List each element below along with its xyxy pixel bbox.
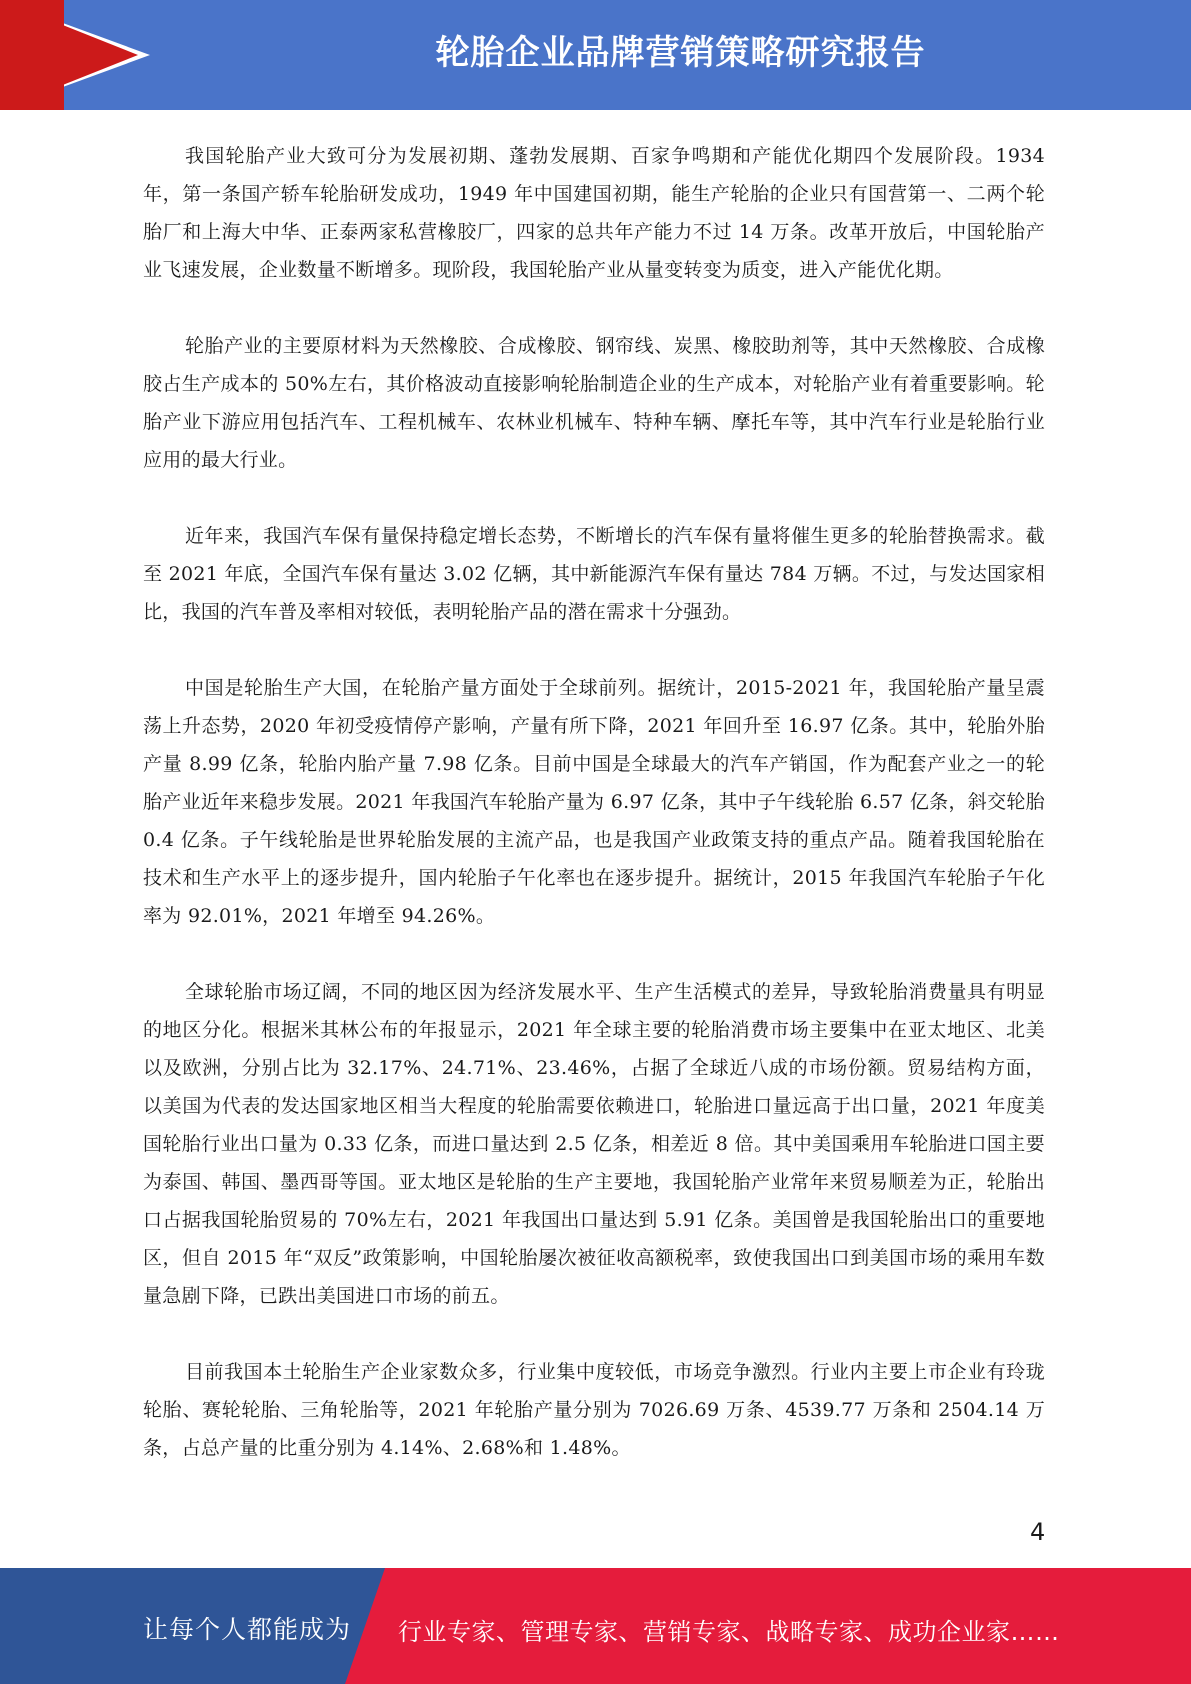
footer-slogan-right: 行业专家、管理专家、营销专家、战略专家、成功企业家…… xyxy=(398,1618,1060,1646)
report-title: 轮胎企业品牌营销策略研究报告 xyxy=(435,33,926,73)
footer-slogan-left: 让每个人都能成为 xyxy=(143,1615,352,1644)
page-number: 4 xyxy=(1030,1518,1046,1546)
report-body xyxy=(143,137,1045,1505)
header-red-block xyxy=(0,0,64,110)
paragraph-development-stages: 我国轮胎产业大致可分为发展初期、蓬勃发展期、百家争鸣期和产能优化期四个发展阶段。1934 年，第一条国产轿车轮胎研发成功，1949 年中国建国初期，能生产轮胎的企业只有国营第一、二两个轮胎厂和上海大中华、正泰两家私营橡胶厂，四家的总共年产能力不过 14 万条。改革开放后，中国轮胎产业飞速发展，企业数量不断增多。现阶段，我国轮胎产业从量变转变为质变，进入产能优化期。 xyxy=(143,145,1045,281)
page-footer xyxy=(0,1568,1191,1684)
paragraph-domestic-competition: 目前我国本土轮胎生产企业家数众多，行业集中度较低，市场竞争激烈。行业内主要上市企业有玲珑轮胎、赛轮轮胎、三角轮胎等，2021 年轮胎产量分别为 7026.69 万条、4539.77 万条和 2504.14 万条，占总产量的比重分别为 4.14%、2.68%和 1.48%。 xyxy=(143,1361,1045,1459)
paragraph-vehicle-ownership: 近年来，我国汽车保有量保持稳定增长态势，不断增长的汽车保有量将催生更多的轮胎替换需求。截至 2021 年底，全国汽车保有量达 3.02 亿辆，其中新能源汽车保有量达 784 万辆。不过，与发达国家相比，我国的汽车普及率相对较低，表明轮胎产品的潜在需求十分强劲。 xyxy=(143,525,1045,623)
paragraph-global-market: 全球轮胎市场辽阔，不同的地区因为经济发展水平、生产生活模式的差异，导致轮胎消费量具有明显的地区分化。根据米其林公布的年报显示，2021 年全球主要的轮胎消费市场主要集中在亚太地区、北美以及欧洲，分别占比为 32.17%、24.71%、23.46%，占据了全球近八成的市场份额。贸易结构方面，以美国为代表的发达国家地区相当大程度的轮胎需要依赖进口，轮胎进口量远高于出口量，2021 年度美国轮胎行业出口量为 0.33 亿条，而进口量达到 2.5 亿条，相差近 8 倍。其中美国乘用车轮胎进口国主要为泰国、韩国、墨西哥等国。亚太地区是轮胎的生产主要地，我国轮胎产业常年来贸易顺差为正，轮胎出口占据我国轮胎贸易的 70%左右，2021 年我国出口量达到 5.91 亿条。美国曾是我国轮胎出口的重要地区，但自 2015 年“双反”政策影响，中国轮胎屡次被征收高额税率，致使我国出口到美国市场的乘用车数量急剧下降，已跌出美国进口市场的前五。 xyxy=(143,981,1045,1307)
paragraph-production: 中国是轮胎生产大国，在轮胎产量方面处于全球前列。据统计，2015-2021 年，我国轮胎产量呈震荡上升态势，2020 年初受疫情停产影响，产量有所下降，2021 年回升至 16.97 亿条。其中，轮胎外胎产量 8.99 亿条，轮胎内胎产量 7.98 亿条。目前中国是全球最大的汽车产销国，作为配套产业之一的轮胎产业近年来稳步发展。2021 年我国汽车轮胎产量为 6.97 亿条，其中子午线轮胎 6.57 亿条，斜交轮胎 0.4 亿条。子午线轮胎是世界轮胎发展的主流产品，也是我国产业政策支持的重点产品。随着我国轮胎在技术和生产水平上的逐步提升，国内轮胎子午化率也在逐步提升。据统计，2015 年我国汽车轮胎子午化率为 92.01%，2021 年增至 94.26%。 xyxy=(143,677,1045,927)
page-header xyxy=(0,0,1191,110)
paragraph-raw-materials: 轮胎产业的主要原材料为天然橡胶、合成橡胶、钢帘线、炭黑、橡胶助剂等，其中天然橡胶、合成橡胶占生产成本的 50%左右，其价格波动直接影响轮胎制造企业的生产成本，对轮胎产业有着重要影响。轮胎产业下游应用包括汽车、工程机械车、农林业机械车、特种车辆、摩托车等，其中汽车行业是轮胎行业应用的最大行业。 xyxy=(143,335,1045,471)
